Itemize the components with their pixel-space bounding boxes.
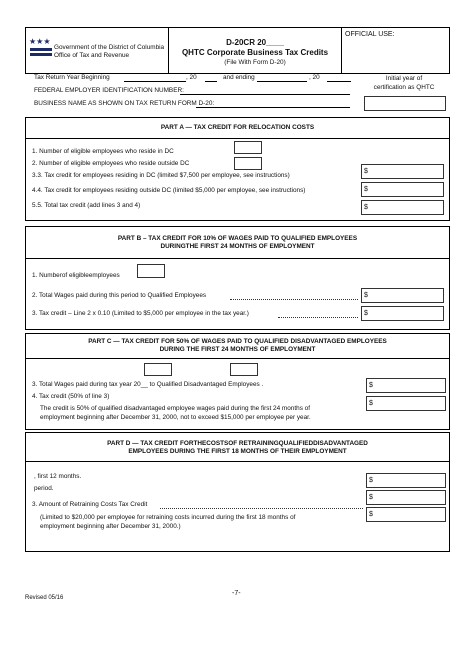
part-d-title-1: PART D — TAX CREDIT FORTHECOSTSOF RETRAININGQUALIFIEDDISADVANTAGED <box>107 440 368 447</box>
part-c-line-4-field[interactable] <box>366 396 446 411</box>
part-d-title-2: EMPLOYEES DURING THE FIRST 18 MONTHS OF THEIR EMPLOYMENT <box>128 448 347 455</box>
part-a-line-2: 2. Number of eligible employees who reside outside DC <box>32 160 190 167</box>
part-a-line-2-field[interactable] <box>234 157 262 170</box>
part-b-line-2-field[interactable] <box>361 288 444 303</box>
dc-flag-bar-top <box>30 48 52 51</box>
part-c-line-4-dollar: $ <box>369 400 373 407</box>
part-d-line-3-dollar: $ <box>369 511 373 518</box>
part-b-line-1: 1. Numberof eligibleemployees <box>32 272 120 279</box>
part-a-line-5-field[interactable] <box>361 200 444 215</box>
page-number: -7- <box>232 590 241 597</box>
part-d-line-2-field[interactable] <box>366 490 446 505</box>
tax-year-end-yy-field[interactable] <box>327 81 351 82</box>
fein-field[interactable] <box>180 94 350 95</box>
initial-year-line-1: Initial year of <box>385 75 423 82</box>
part-b-title-2: DURINGTHE FIRST 24 MONTHS OF EMPLOYMENT <box>160 243 315 250</box>
part-a-header-rule <box>25 138 450 139</box>
part-c-title-1: PART C — TAX CREDIT FOR 50% OF WAGES PAID TO QUALIFIED DISADVANTAGED EMPLOYEES <box>88 338 387 345</box>
part-a-line-3-dollar: $ <box>364 168 368 175</box>
dc-flag-bar-bottom <box>30 53 52 56</box>
part-c-note-1: The credit is 50% of qualified disadvantaged employee wages paid during the first 24 months of <box>40 405 310 412</box>
part-c-line-3-dollar: $ <box>369 382 373 389</box>
part-d-line-1-field[interactable] <box>366 473 446 488</box>
part-b-line-3: 3. Tax credit – Line 2 x 0.10 (Limited to $5,000 per employee in the tax year.) <box>32 310 249 317</box>
part-c-line-4: 4. Tax credit (50% of line 3) <box>32 393 110 400</box>
part-a-line-5-dollar: $ <box>364 204 368 211</box>
form-subtitle: (File With Form D-20) <box>224 59 286 66</box>
tax-year-comma-2: , 20 <box>309 74 320 81</box>
part-c-line-2-field[interactable] <box>230 363 258 376</box>
part-c-line-3-field[interactable] <box>366 378 446 393</box>
dc-stars: ★★★ <box>29 37 51 46</box>
header-divider-right <box>341 27 342 74</box>
part-d-line-3: 3. Amount of Retraining Costs Tax Credit <box>32 501 148 508</box>
part-d-note-2: employment beginning after December 31, 2000.) <box>40 523 181 530</box>
form-number: D-20CR 20____ <box>226 38 284 47</box>
form-title: QHTC Corporate Business Tax Credits <box>181 48 329 57</box>
fein-label: FEDERAL EMPLOYER IDENTIFICATION NUMBER: <box>34 87 184 94</box>
initial-year-line-2: certification as QHTC <box>373 84 435 91</box>
part-d-line-1-dollar: $ <box>369 477 373 484</box>
gov-line-2: Office of Tax and Revenue <box>54 52 130 59</box>
tax-year-label: Tax Return Year Beginning <box>34 74 110 81</box>
part-c-note-2: employment beginning after December 31, 2000, not to exceed $15,000 per employee per year. <box>40 414 311 421</box>
tax-year-end-field[interactable] <box>257 81 307 82</box>
part-d-line-2-dollar: $ <box>369 494 373 501</box>
part-c-header-rule <box>25 358 450 359</box>
tax-year-begin-field[interactable] <box>124 81 186 82</box>
part-a-title: PART A — TAX CREDIT FOR RELOCATION COSTS <box>160 124 315 131</box>
part-a-line-4-field[interactable] <box>361 182 444 197</box>
part-d-note-1: (Limited to $20,000 per employee for retraining costs incurred during the first 18 months of <box>40 514 296 521</box>
part-a-line-4: 4.4. Tax credit for employees residing outside DC (limited $5,000 per employee, see instructions) <box>32 187 306 194</box>
tax-year-begin-yy-field[interactable] <box>205 81 217 82</box>
revised-date: Revised 05/16 <box>25 595 64 601</box>
part-a-line-1: 1. Number of eligible employees who reside in DC <box>32 148 174 155</box>
part-b-header-rule <box>25 258 450 259</box>
official-use-label: OFFICIAL USE: <box>345 31 395 38</box>
part-b-line-2-dollar: $ <box>364 292 368 299</box>
part-a-line-4-dollar: $ <box>364 186 368 193</box>
part-b-line-3-leader <box>278 317 358 318</box>
part-c-title-2: DURING THE FIRST 24 MONTHS OF EMPLOYMENT <box>159 346 316 353</box>
part-d-line-2: period. <box>34 485 54 492</box>
part-a-line-3: 3.3. Tax credit for employees residing in DC (limited $7,500 per employee, see instructions) <box>32 172 290 179</box>
tax-year-comma-1: , 20 <box>186 74 197 81</box>
part-c-line-1-field[interactable] <box>144 363 172 376</box>
part-d-line-3-field[interactable] <box>366 507 446 522</box>
part-b-line-2-leader <box>230 299 358 300</box>
part-d-header-rule <box>25 461 450 462</box>
gov-line-1: Government of the District of Columbia <box>54 44 165 51</box>
part-c-line-3: 3. Total Wages paid during tax year 20__ to Qualified Disadvantaged Employees . <box>32 381 264 388</box>
part-d-line-3-leader <box>160 508 363 509</box>
part-b-title-1: PART B – TAX CREDIT FOR 10% OF WAGES PAID TO QUALIFIED EMPLOYEES <box>117 235 358 242</box>
initial-year-field[interactable] <box>364 96 446 111</box>
part-a-line-3-field[interactable] <box>361 164 444 179</box>
business-name-field[interactable] <box>196 107 350 108</box>
part-b-line-3-dollar: $ <box>364 310 368 317</box>
part-b-line-1-field[interactable] <box>137 264 165 278</box>
part-b-line-2: 2. Total Wages paid during this period to Qualified Employees <box>32 292 207 299</box>
part-a-line-1-field[interactable] <box>234 141 262 154</box>
tax-year-ending-label: and ending <box>223 74 255 81</box>
part-b-line-3-field[interactable] <box>361 306 444 321</box>
part-a-line-5: 5.5. Total tax credit (add lines 3 and 4) <box>32 202 141 209</box>
business-name-label: BUSINESS NAME AS SHOWN ON TAX RETURN FORM D-20: <box>34 100 215 107</box>
part-d-line-1: , first 12 months. <box>34 473 82 480</box>
